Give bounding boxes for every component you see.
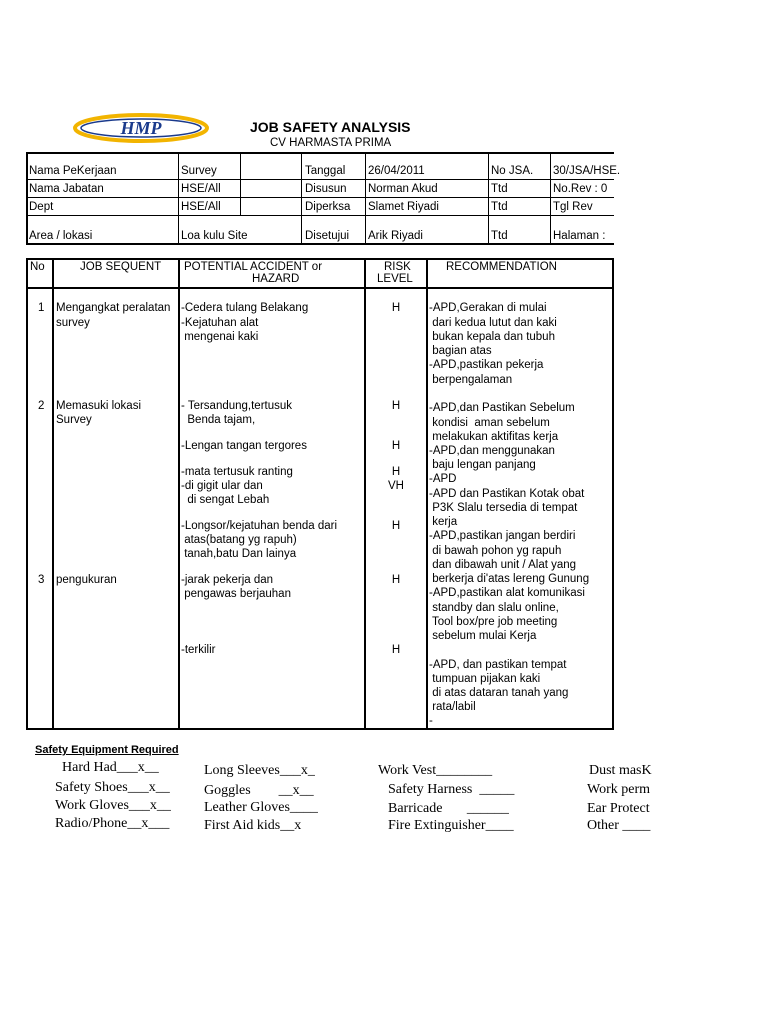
hazard-line: -Lengan tangan tergores [181,440,307,452]
header-job-sequent: JOB SEQUENT [80,261,162,273]
hazard-line: -di gigit ular dan [181,480,263,492]
hazard-line: pengawas berjauhan [181,588,291,600]
document-title: JOB SAFETY ANALYSIS [250,119,411,135]
header-risk-line1: RISK [384,261,411,273]
equipment-item: Work Gloves___x__ [55,798,171,813]
equipment-item: Barricade ______ [388,801,509,816]
value-disetujui: Arik Riyadi [368,230,423,242]
label-dept: Dept [29,201,54,213]
equipment-item: Fire Extinguisher____ [388,818,514,833]
company-logo [72,112,210,144]
header-no: No [30,261,45,273]
recommendation-line: -APD dan Pastikan Kotak obat [429,488,585,500]
hazard-line: -jarak pekerja dan [181,574,274,586]
job-sequent-line: pengukuran [56,574,117,586]
equipment-item: Radio/Phone__x___ [55,816,170,831]
risk-level: H [391,520,401,532]
equipment-item: Other ____ [587,818,651,833]
label-ttd-3: Ttd [491,230,508,242]
hazard-line: -terkilir [181,644,216,656]
header-risk-line2: LEVEL [377,273,413,285]
job-sequent-line: Memasuki lokasi [56,400,141,412]
recommendation-line: berkerja di'atas lereng Gunung [429,573,590,585]
value-nama-jabatan: HSE/All [181,183,221,195]
recommendation-line: dari kedua lutut dan kaki [429,317,557,329]
equipment-item: Ear Protect [587,801,650,816]
equipment-item: Goggles __x__ [204,783,314,798]
label-nama-pekerjaan: Nama PeKerjaan [29,165,117,177]
value-area: Loa kulu Site [181,230,248,242]
recommendation-line: melakukan aktifitas kerja [429,431,559,443]
value-tgl-rev: Tgl Rev [553,201,593,213]
job-sequent-line: Survey [56,414,92,426]
equipment-heading: Safety Equipment Required [35,744,179,756]
recommendation-line: di bawah pohon yg rapuh [429,545,562,557]
equipment-item: Work perm [587,782,651,797]
label-diperksa: Diperksa [305,201,351,213]
hazard-line: -Kejatuhan alat [181,317,259,329]
label-ttd-1: Ttd [491,183,508,195]
hazard-line: - Tersandung,tertusuk [181,400,293,412]
recommendation-line: di atas dataran tanah yang [429,687,569,699]
recommendation-line: kerja [429,516,458,528]
recommendation-line: -APD,pastikan pekerja [429,359,544,371]
label-area: Area / lokasi [29,230,93,242]
recommendation-line: -APD,Gerakan di mulai [429,302,547,314]
label-nama-jabatan: Nama Jabatan [29,183,104,195]
row-number: 1 [38,302,45,314]
recommendation-line: -APD, dan pastikan tempat [429,659,567,671]
risk-level: H [391,574,401,586]
logo-ellipse-icon [72,112,210,144]
label-disusun: Disusun [305,183,347,195]
value-halaman: Halaman : [553,230,606,242]
value-dept: HSE/All [181,201,221,213]
recommendation-line: baju lengan panjang [429,459,536,471]
row-number: 2 [38,400,45,412]
recommendation-line: -APD,dan Pastikan Sebelum [429,402,575,414]
recommendation-line: -APD,pastikan alat komunikasi [429,587,585,599]
recommendation-line: Tool box/pre job meeting [429,616,558,628]
recommendation-line: -APD,dan menggunakan [429,445,555,457]
hazard-line: -Cedera tulang Belakang [181,302,309,314]
header-hazard-line1: POTENTIAL ACCIDENT or [184,261,323,273]
equipment-item: Work Vest________ [378,763,493,778]
value-disusun: Norman Akud [368,183,438,195]
job-sequent-line: survey [56,317,90,329]
row-number: 3 [38,574,45,586]
header-hazard-line2: HAZARD [252,273,300,285]
value-no-rev: No.Rev : 0 [553,183,608,195]
recommendation-line: berpengalaman [429,374,513,386]
hazard-line: Benda tajam, [181,414,256,426]
recommendation-line: P3K Slalu tersedia di tempat [429,502,578,514]
equipment-item: Safety Shoes___x__ [55,780,170,795]
recommendation-line: dan dibawah unit / Alat yang [429,559,577,571]
hazard-line: tanah,batu Dan lainya [181,548,297,560]
recommendation-line: -APD,pastikan jangan berdiri [429,530,576,542]
risk-level: H [391,400,401,412]
risk-level: VH [388,480,404,492]
equipment-item: Safety Harness _____ [388,782,515,797]
hazard-line: di sengat Lebah [181,494,270,506]
hazard-line: -mata tertusuk ranting [181,466,293,478]
recommendation-line: sebelum mulai Kerja [429,630,537,642]
risk-level: H [391,644,401,656]
recommendation-line: standby dan slalu online, [429,602,559,614]
recommendation-line: kondisi aman sebelum [429,417,550,429]
risk-level: H [391,302,401,314]
recommendation-line: bukan kepala dan tubuh [429,331,555,343]
value-tanggal: 26/04/2011 [368,165,425,177]
equipment-item: Long Sleeves___x_ [204,763,315,778]
label-tanggal: Tanggal [305,165,346,177]
value-diperksa: Slamet Riyadi [368,201,439,213]
value-no-jsa: 30/JSA/HSE. [553,165,621,177]
recommendation-line: bagian atas [429,345,492,357]
job-sequent-line: Mengangkat peralatan [56,302,171,314]
label-no-jsa: No JSA. [491,165,534,177]
recommendation-line: tumpuan pijakan kaki [429,673,541,685]
label-ttd-2: Ttd [491,201,508,213]
recommendation-line: - [429,715,433,727]
recommendation-line: -APD [429,473,457,485]
value-nama-pekerjaan: Survey [181,165,217,177]
label-disetujui: Disetujui [305,230,350,242]
equipment-item: Dust masK [589,763,652,778]
equipment-item: First Aid kids__x [204,818,302,833]
recommendation-line: rata/labil [429,701,476,713]
hazard-line: mengenai kaki [181,331,259,343]
header-recommendation: RECOMMENDATION [446,261,557,273]
logo-text: HMP [120,118,162,138]
hazard-line: -Longsor/kejatuhan benda dari [181,520,338,532]
risk-level: H [391,440,401,452]
equipment-item: Hard Had___x__ [62,760,159,775]
equipment-item: Leather Gloves____ [204,800,318,815]
hazard-line: atas(batang yg rapuh) [181,534,297,546]
company-name: CV HARMASTA PRIMA [270,137,392,149]
risk-level: H [391,466,401,478]
